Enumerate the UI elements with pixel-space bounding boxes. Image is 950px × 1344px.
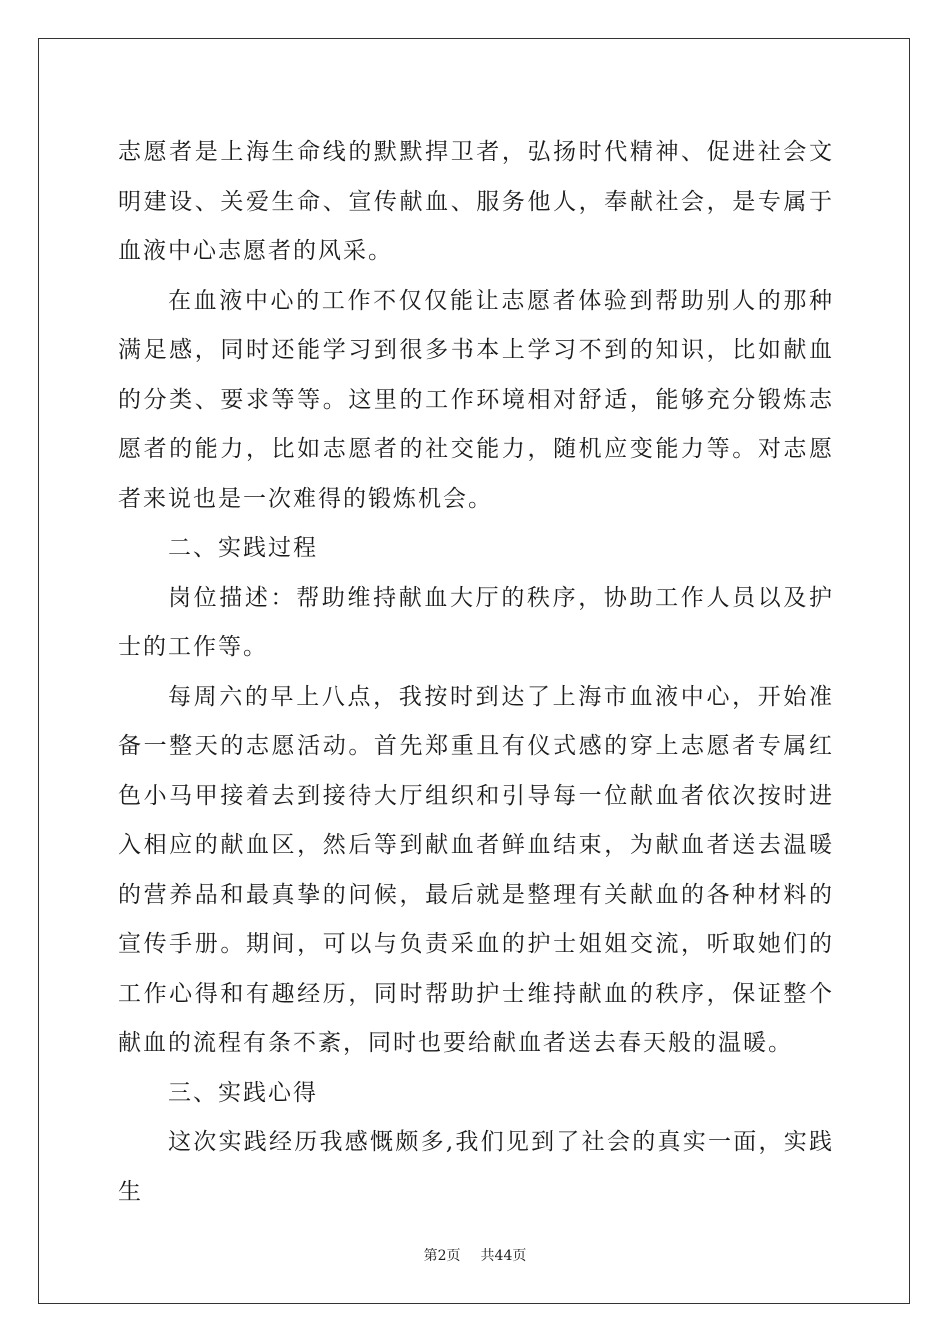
paragraph-activity: 每周六的早上八点，我按时到达了上海市血液中心，开始准备一整天的志愿活动。首先郑重且有仪式感的穿上志愿者专属红色小马甲接着去到接待大厅组织和引导每一位献血者依次按时进入相应的献血区，然后等到献血者鲜血结束，为献血者送去温暖的营养品和最真挚的问候，最后就是整理有关献血的各种材料的宣传手册。期间，可以与负责采血的护士姐姐交流，听取她们的工作心得和有趣经历，同时帮助护士维持献血的秩序，保证整个献血的流程有条不紊，同时也要给献血者送去春天般的温暖。 [118, 683, 834, 1056]
paragraph-1: 志愿者是上海生命线的默默捍卫者，弘扬时代精神、促进社会文明建设、关爱生命、宣传献血、服务他人，奉献社会，是专属于血液中心志愿者的风采。 [118, 139, 834, 264]
section-heading-practice-reflection: 三、实践心得 [168, 1079, 318, 1106]
page-footer [0, 1245, 950, 1265]
paragraph-job-description: 岗位描述：帮助维持献血大厅的秩序，协助工作人员以及护士的工作等。 [118, 584, 834, 660]
document-body [118, 128, 834, 1217]
page-number: 第2页 [423, 1248, 461, 1264]
paragraph-2: 在血液中心的工作不仅仅能让志愿者体验到帮助别人的那种满足感，同时还能学习到很多书本上学习不到的知识，比如献血的分类、要求等等。这里的工作环境相对舒适，能够充分锻炼志愿者的能力，比如志愿者的社交能力，随机应变能力等。对志愿者来说也是一次难得的锻炼机会。 [118, 287, 834, 512]
paragraph-reflection: 这次实践经历我感慨颇多,我们见到了社会的真实一面，实践生 [118, 1129, 834, 1205]
page-total: 共44页 [480, 1248, 527, 1264]
section-heading-practice-process: 二、实践过程 [168, 535, 318, 561]
